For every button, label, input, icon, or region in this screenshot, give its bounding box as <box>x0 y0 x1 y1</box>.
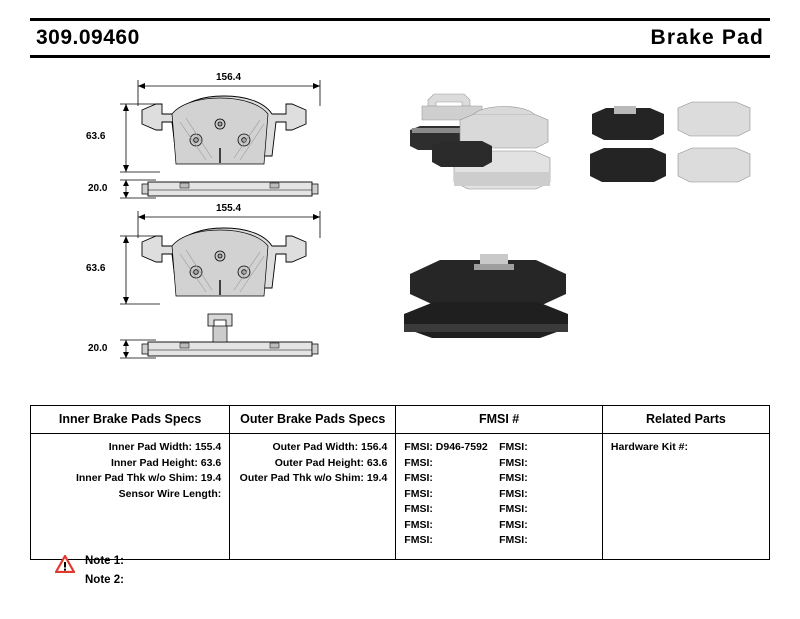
fmsi-line: FMSI: <box>404 487 433 500</box>
related-part-line: Hardware Kit #: <box>610 441 688 453</box>
document-header <box>30 18 770 58</box>
warning-icon <box>55 555 75 573</box>
dim-inner-thickness-label: 20.0 <box>88 343 108 354</box>
fmsi-line: FMSI: <box>499 456 528 469</box>
fmsi-line: FMSI: <box>499 441 528 453</box>
dim-outer-width-label: 156.4 <box>216 72 242 83</box>
table-header-row <box>31 406 769 434</box>
fmsi-line: FMSI: <box>404 472 433 484</box>
technical-drawing-area <box>30 62 770 392</box>
spec-line: Outer Pad Thk w/o Shim: 19.4 <box>239 472 388 484</box>
part-number: 309.09460 <box>36 26 140 49</box>
inner-specs-cell <box>31 434 230 559</box>
fmsi-line: FMSI: <box>404 518 433 531</box>
fmsi-right-column <box>499 440 594 549</box>
spec-line: Inner Pad Thk w/o Shim: 19.4 <box>75 472 222 484</box>
outer-specs-cell <box>230 434 396 559</box>
fmsi-line: FMSI: <box>404 456 433 469</box>
fmsi-line: FMSI: <box>499 472 528 484</box>
fmsi-line: FMSI: <box>499 487 528 500</box>
column-header-related-parts: Related Parts <box>645 412 726 426</box>
dim-inner-width-label: 155.4 <box>216 203 242 214</box>
product-photo-cluster-top <box>410 94 750 189</box>
note-2: Note 2: <box>85 574 124 586</box>
column-header-outer-specs: Outer Brake Pads Specs <box>230 406 396 433</box>
fmsi-line: FMSI: <box>499 503 528 515</box>
spec-line: Inner Pad Height: 63.6 <box>110 456 222 469</box>
brake-pad-diagram <box>30 62 770 392</box>
dim-inner-height-label: 63.6 <box>86 263 106 274</box>
product-photo-cluster-middle <box>404 254 568 338</box>
spec-line: Inner Pad Width: 155.4 <box>108 441 222 453</box>
fmsi-line: FMSI: <box>404 534 433 546</box>
specifications-table <box>30 405 770 560</box>
note-1: Note 1: <box>85 555 124 567</box>
notes-section <box>55 552 124 590</box>
related-parts-cell <box>603 434 769 559</box>
fmsi-left-column <box>404 440 499 549</box>
dim-outer-height-label: 63.6 <box>86 131 106 142</box>
table-body-row <box>31 434 769 559</box>
dim-outer-thickness-label: 20.0 <box>88 183 108 194</box>
fmsi-line: FMSI: <box>499 534 528 546</box>
fmsi-line: FMSI: <box>499 518 528 531</box>
spec-line: Sensor Wire Length: <box>118 487 222 500</box>
fmsi-line: FMSI: D946-7592 <box>404 441 488 453</box>
document-type-title: Brake Pad <box>650 26 764 49</box>
column-header-fmsi: FMSI # <box>396 406 603 433</box>
fmsi-line: FMSI: <box>404 503 433 515</box>
spec-line: Outer Pad Width: 156.4 <box>272 441 388 453</box>
fmsi-cell <box>396 434 603 559</box>
spec-line: Outer Pad Height: 63.6 <box>274 456 388 469</box>
column-header-inner-specs: Inner Brake Pads Specs <box>31 406 230 433</box>
